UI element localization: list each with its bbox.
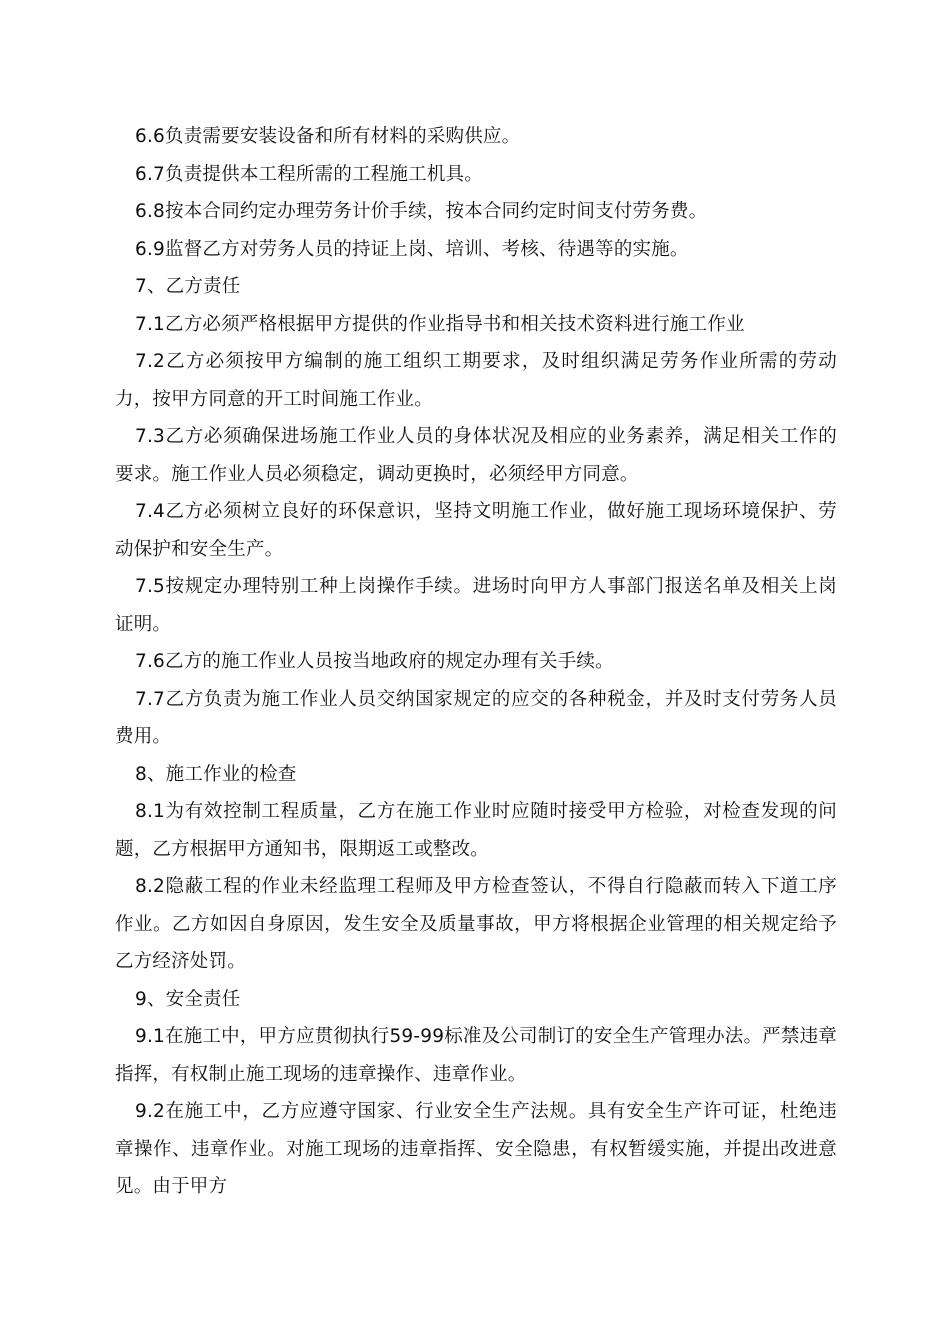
clause-9-2: 9.2在施工中，乙方应遵守国家、行业安全生产法规。具有安全生产许可证，杜绝违章操作、违章作业。对施工现场的违章指挥、安全隐患，有权暂缓实施，并提出改进意见。由于甲方 xyxy=(115,1101,837,1197)
section-heading-7: 7、乙方责任 xyxy=(135,276,241,297)
clause-7-3: 7.3乙方必须确保进场施工作业人员的身体状况及相应的业务素养，满足相关工作的要求。施工作业人员必须稳定，调动更换时，必须经甲方同意。 xyxy=(115,426,837,485)
clause-8-2: 8.2隐蔽工程的作业未经监理工程师及甲方检查签认，不得自行隐蔽而转入下道工序作业。乙方如因自身原因，发生安全及质量事故，甲方将根据企业管理的相关规定给予乙方经济处罚。 xyxy=(115,876,837,972)
clause-6-6: 6.6负责需要安装设备和所有材料的采购供应。 xyxy=(135,126,521,147)
section-heading-8: 8、施工作业的检查 xyxy=(135,763,297,785)
clause-8-1: 8.1为有效控制工程质量，乙方在施工作业时应随时接受甲方检验，对检查发现的问题，乙方根据甲方通知书，限期返工或整改。 xyxy=(115,801,837,860)
document-body xyxy=(115,118,837,1206)
clause-6-9: 6.9监督乙方对劳务人员的持证上岗、培训、考核、待遇等的实施。 xyxy=(135,238,689,260)
clause-7-5: 7.5按规定办理特别工种上岗操作手续。进场时向甲方人事部门报送名单及相关上岗证明。 xyxy=(115,576,837,635)
clause-7-2: 7.2乙方必须按甲方编制的施工组织工期要求，及时组织满足劳务作业所需的劳动力，按甲方同意的开工时间施工作业。 xyxy=(115,351,837,410)
clause-7-6: 7.6乙方的施工作业人员按当地政府的规定办理有关手续。 xyxy=(135,651,614,672)
clause-6-8: 6.8按本合同约定办理劳务计价手续，按本合同约定时间支付劳务费。 xyxy=(135,201,708,222)
clause-9-1: 9.1在施工中，甲方应贯彻执行59-99标准及公司制订的安全生产管理办法。严禁违章指挥，有权制止施工现场的违章操作、违章作业。 xyxy=(115,1026,837,1085)
clause-7-1: 7.1乙方必须严格根据甲方提供的作业指导书和相关技术资料进行施工作业 xyxy=(135,313,745,335)
clause-7-7: 7.7乙方负责为施工作业人员交纳国家规定的应交的各种税金，并及时支付劳务人员费用。 xyxy=(115,688,837,747)
clause-7-4: 7.4乙方必须树立良好的环保意识，坚持文明施工作业，做好施工现场环境保护、劳动保护和安全生产。 xyxy=(115,501,837,560)
clause-6-7: 6.7负责提供本工程所需的工程施工机具。 xyxy=(135,163,483,185)
section-heading-9: 9、安全责任 xyxy=(135,988,241,1010)
